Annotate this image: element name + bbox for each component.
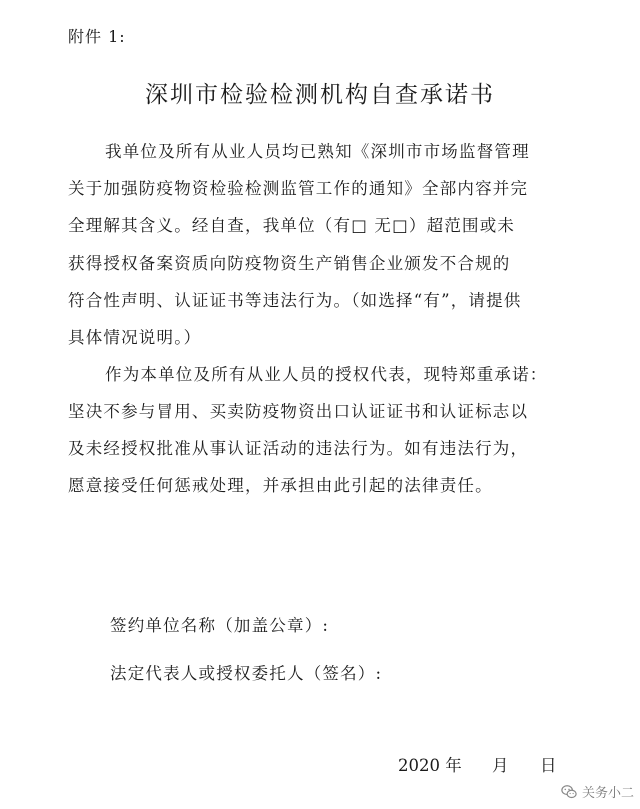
paragraph-line: 我单位及所有从业人员均已熟知《深圳市市场监督管理 <box>105 142 530 161</box>
paragraph-line: 及未经授权批准从事认证活动的违法行为。如有违法行为， <box>68 439 529 458</box>
paragraph-line: 全理解其含义。经自查，我单位（有□ 无□）超范围或未 <box>68 216 516 235</box>
watermark <box>560 782 634 801</box>
paragraph-line: 具体情况说明。） <box>68 328 202 347</box>
date-month: 月 <box>492 756 509 775</box>
paragraph-line: 关于加强防疫物资检验检测监管工作的通知》全部内容并完 <box>68 179 529 198</box>
wechat-icon <box>560 783 578 801</box>
watermark-text: 关务小二 <box>581 786 634 801</box>
paragraph-line: 获得授权备案资质向防疫物资生产销售企业颁发不合规的 <box>68 254 511 273</box>
paragraph-line: 作为本单位及所有从业人员的授权代表，现特郑重承诺： <box>105 365 548 384</box>
date-day: 日 <box>540 756 557 775</box>
signature-representative-label: 法定代表人或授权委托人（签名）: <box>110 664 383 683</box>
attachment-label: 附件 1: <box>68 27 126 46</box>
date-year: 2020 年 <box>398 756 462 775</box>
paragraph-line: 愿意接受任何惩戒处理，并承担由此引起的法律责任。 <box>68 476 493 495</box>
page-title: 深圳市检验检测机构自查承诺书 <box>145 82 495 108</box>
signature-unit-label: 签约单位名称（加盖公章）: <box>110 616 330 635</box>
paragraph-line: 坚决不参与冒用、买卖防疫物资出口认证证书和认证标志以 <box>68 402 529 421</box>
paragraph-line: 符合性声明、认证证书等违法行为。（如选择“有”，请提供 <box>68 291 522 310</box>
